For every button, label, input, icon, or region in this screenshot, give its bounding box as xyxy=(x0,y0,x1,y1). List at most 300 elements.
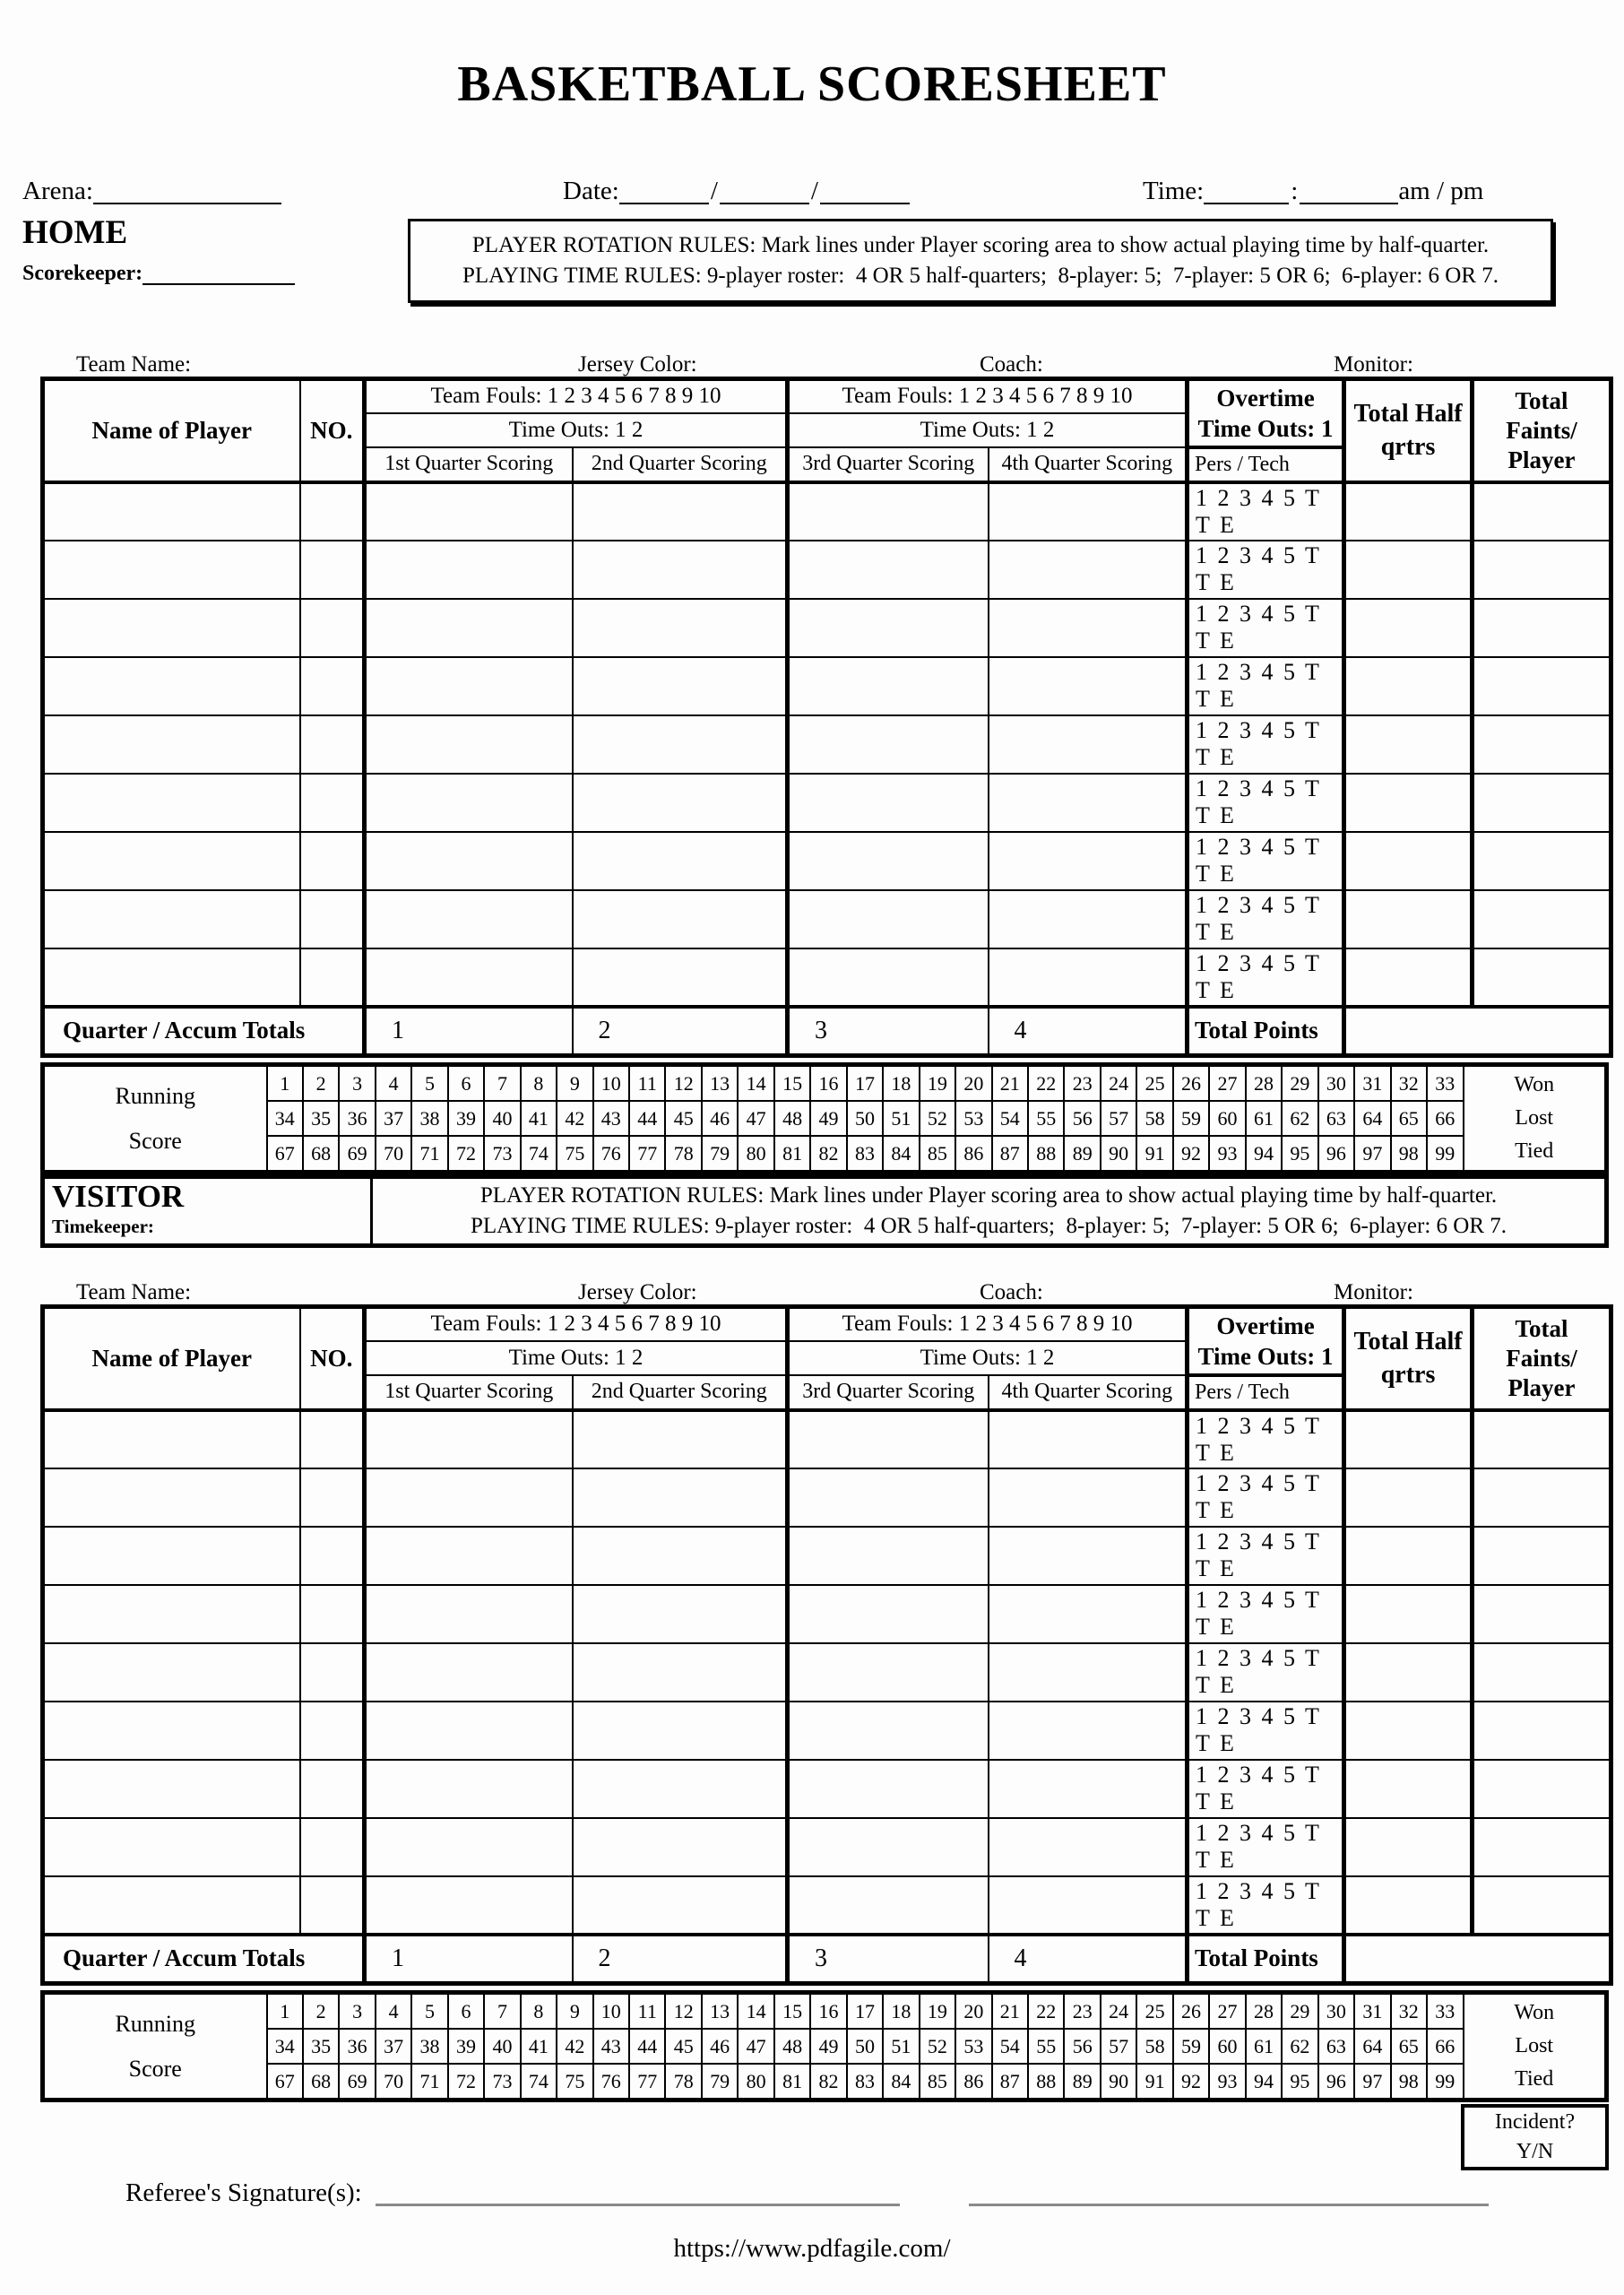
player-number-cell[interactable] xyxy=(300,1643,365,1702)
q3-scoring-cell[interactable] xyxy=(788,1468,989,1527)
player-number-cell[interactable] xyxy=(300,1468,365,1527)
player-number-cell[interactable] xyxy=(300,1410,365,1468)
running-score-cell[interactable]: 37 xyxy=(376,2029,411,2064)
personal-fouls-scale-cell[interactable]: 1 2 3 4 5 T T E xyxy=(1188,1410,1344,1468)
total-fouls-player-cell[interactable] xyxy=(1473,948,1611,1007)
player-name-cell[interactable] xyxy=(43,890,300,948)
total-half-qrtrs-cell[interactable] xyxy=(1344,948,1473,1007)
running-score-cell[interactable]: 9 xyxy=(557,1065,592,1102)
total-half-qrtrs-cell[interactable] xyxy=(1344,1818,1473,1876)
player-name-cell[interactable] xyxy=(43,599,300,657)
total-half-qrtrs-cell[interactable] xyxy=(1344,541,1473,599)
player-number-cell[interactable] xyxy=(300,832,365,890)
running-score-cell[interactable]: 59 xyxy=(1173,1101,1209,1136)
running-score-cell[interactable]: 24 xyxy=(1101,1993,1136,2030)
running-score-cell[interactable]: 27 xyxy=(1209,1993,1245,2030)
running-score-cell[interactable]: 86 xyxy=(955,1136,991,1173)
q3-scoring-cell[interactable] xyxy=(788,832,989,890)
q2-scoring-cell[interactable] xyxy=(573,541,788,599)
total-fouls-player-cell[interactable] xyxy=(1473,1410,1611,1468)
running-score-cell[interactable]: 39 xyxy=(448,2029,484,2064)
running-score-cell[interactable]: 66 xyxy=(1427,1101,1464,1136)
running-score-cell[interactable]: 2 xyxy=(303,1993,339,2030)
total-half-qrtrs-cell[interactable] xyxy=(1344,774,1473,832)
q1-scoring-cell[interactable] xyxy=(365,1585,573,1643)
player-number-cell[interactable] xyxy=(300,599,365,657)
running-score-cell[interactable]: 15 xyxy=(774,1065,810,1102)
running-score-cell[interactable]: 76 xyxy=(593,2064,629,2100)
arena-blank[interactable] xyxy=(93,176,281,204)
date-day-blank[interactable] xyxy=(720,176,809,204)
q3-scoring-cell[interactable] xyxy=(788,1643,989,1702)
q2-scoring-cell[interactable] xyxy=(573,482,788,541)
running-score-cell[interactable]: 31 xyxy=(1354,1993,1390,2030)
running-score-cell[interactable]: 9 xyxy=(557,1993,592,2030)
running-score-cell[interactable]: 89 xyxy=(1064,2064,1100,2100)
q2-scoring-cell[interactable] xyxy=(573,1760,788,1818)
q3-scoring-cell[interactable] xyxy=(788,774,989,832)
player-number-cell[interactable] xyxy=(300,1527,365,1585)
running-score-cell[interactable]: 98 xyxy=(1391,2064,1427,2100)
q1-scoring-cell[interactable] xyxy=(365,599,573,657)
running-score-cell[interactable]: 82 xyxy=(810,2064,846,2100)
q2-scoring-cell[interactable] xyxy=(573,715,788,774)
running-score-cell[interactable]: 84 xyxy=(883,1136,919,1173)
player-number-cell[interactable] xyxy=(300,482,365,541)
running-score-cell[interactable]: 71 xyxy=(411,2064,447,2100)
running-score-cell[interactable]: 83 xyxy=(847,2064,883,2100)
running-score-cell[interactable]: 95 xyxy=(1282,2064,1317,2100)
q2-scoring-cell[interactable] xyxy=(573,599,788,657)
q3-total-cell[interactable]: 3 xyxy=(788,1007,989,1056)
q4-scoring-cell[interactable] xyxy=(989,1468,1188,1527)
running-score-cell[interactable]: 25 xyxy=(1136,1065,1172,1102)
q2-total-cell[interactable]: 2 xyxy=(573,1007,788,1056)
personal-fouls-scale-cell[interactable]: 1 2 3 4 5 T T E xyxy=(1188,1876,1344,1935)
player-name-cell[interactable] xyxy=(43,1818,300,1876)
total-points-cell[interactable] xyxy=(1344,1935,1611,1984)
player-number-cell[interactable] xyxy=(300,948,365,1007)
personal-fouls-scale-cell[interactable]: 1 2 3 4 5 T T E xyxy=(1188,1585,1344,1643)
date-year-blank[interactable] xyxy=(820,176,910,204)
running-score-cell[interactable]: 8 xyxy=(521,1065,557,1102)
personal-fouls-scale-cell[interactable]: 1 2 3 4 5 T T E xyxy=(1188,599,1344,657)
running-score-cell[interactable]: 77 xyxy=(629,1136,665,1173)
total-half-qrtrs-cell[interactable] xyxy=(1344,890,1473,948)
running-score-cell[interactable]: 92 xyxy=(1173,2064,1209,2100)
personal-fouls-scale-cell[interactable]: 1 2 3 4 5 T T E xyxy=(1188,482,1344,541)
running-score-cell[interactable]: 64 xyxy=(1354,1101,1390,1136)
total-fouls-player-cell[interactable] xyxy=(1473,541,1611,599)
q1-scoring-cell[interactable] xyxy=(365,1702,573,1760)
running-score-cell[interactable]: 86 xyxy=(955,2064,991,2100)
running-score-cell[interactable]: 54 xyxy=(992,1101,1028,1136)
player-number-cell[interactable] xyxy=(300,1585,365,1643)
running-score-cell[interactable]: 94 xyxy=(1246,2064,1282,2100)
total-fouls-player-cell[interactable] xyxy=(1473,1876,1611,1935)
running-score-cell[interactable]: 33 xyxy=(1427,1993,1464,2030)
running-score-cell[interactable]: 61 xyxy=(1246,1101,1282,1136)
q3-scoring-cell[interactable] xyxy=(788,1818,989,1876)
player-name-cell[interactable] xyxy=(43,1760,300,1818)
q4-scoring-cell[interactable] xyxy=(989,832,1188,890)
player-name-cell[interactable] xyxy=(43,832,300,890)
running-score-cell[interactable]: 49 xyxy=(810,1101,846,1136)
q3-scoring-cell[interactable] xyxy=(788,715,989,774)
q3-scoring-cell[interactable] xyxy=(788,1410,989,1468)
running-score-cell[interactable]: 27 xyxy=(1209,1065,1245,1102)
q4-scoring-cell[interactable] xyxy=(989,715,1188,774)
q2-scoring-cell[interactable] xyxy=(573,890,788,948)
personal-fouls-scale-cell[interactable]: 1 2 3 4 5 T T E xyxy=(1188,1468,1344,1527)
total-half-qrtrs-cell[interactable] xyxy=(1344,715,1473,774)
q3-scoring-cell[interactable] xyxy=(788,482,989,541)
running-score-cell[interactable]: 93 xyxy=(1209,2064,1245,2100)
running-score-cell[interactable]: 40 xyxy=(484,1101,520,1136)
q3-scoring-cell[interactable] xyxy=(788,1585,989,1643)
running-score-cell[interactable]: 67 xyxy=(267,1136,303,1173)
running-score-cell[interactable]: 6 xyxy=(448,1993,484,2030)
running-score-cell[interactable]: 91 xyxy=(1136,1136,1172,1173)
total-half-qrtrs-cell[interactable] xyxy=(1344,1468,1473,1527)
player-number-cell[interactable] xyxy=(300,1760,365,1818)
running-score-cell[interactable]: 87 xyxy=(992,1136,1028,1173)
total-fouls-player-cell[interactable] xyxy=(1473,482,1611,541)
running-score-cell[interactable]: 60 xyxy=(1209,2029,1245,2064)
running-score-cell[interactable]: 6 xyxy=(448,1065,484,1102)
running-score-cell[interactable]: 38 xyxy=(411,1101,447,1136)
running-score-cell[interactable]: 14 xyxy=(738,1065,773,1102)
q4-scoring-cell[interactable] xyxy=(989,1585,1188,1643)
total-fouls-player-cell[interactable] xyxy=(1473,1760,1611,1818)
q4-scoring-cell[interactable] xyxy=(989,1527,1188,1585)
running-score-cell[interactable]: 52 xyxy=(920,1101,955,1136)
running-score-cell[interactable]: 79 xyxy=(702,1136,738,1173)
q1-scoring-cell[interactable] xyxy=(365,657,573,715)
running-score-cell[interactable]: 14 xyxy=(738,1993,773,2030)
personal-fouls-scale-cell[interactable]: 1 2 3 4 5 T T E xyxy=(1188,1527,1344,1585)
running-score-cell[interactable]: 75 xyxy=(557,2064,592,2100)
game-result-option[interactable]: Won xyxy=(1514,1073,1555,1096)
personal-fouls-scale-cell[interactable]: 1 2 3 4 5 T T E xyxy=(1188,832,1344,890)
q4-scoring-cell[interactable] xyxy=(989,599,1188,657)
running-score-cell[interactable]: 58 xyxy=(1136,2029,1172,2064)
player-name-cell[interactable] xyxy=(43,657,300,715)
total-fouls-player-cell[interactable] xyxy=(1473,599,1611,657)
player-number-cell[interactable] xyxy=(300,541,365,599)
player-name-cell[interactable] xyxy=(43,774,300,832)
running-score-cell[interactable]: 38 xyxy=(411,2029,447,2064)
q3-scoring-cell[interactable] xyxy=(788,599,989,657)
personal-fouls-scale-cell[interactable]: 1 2 3 4 5 T T E xyxy=(1188,541,1344,599)
running-score-cell[interactable]: 90 xyxy=(1101,2064,1136,2100)
q3-scoring-cell[interactable] xyxy=(788,890,989,948)
running-score-cell[interactable]: 95 xyxy=(1282,1136,1317,1173)
player-number-cell[interactable] xyxy=(300,1818,365,1876)
q3-scoring-cell[interactable] xyxy=(788,541,989,599)
player-number-cell[interactable] xyxy=(300,657,365,715)
q3-scoring-cell[interactable] xyxy=(788,1527,989,1585)
running-score-cell[interactable]: 80 xyxy=(738,2064,773,2100)
q1-scoring-cell[interactable] xyxy=(365,482,573,541)
running-score-cell[interactable]: 46 xyxy=(702,2029,738,2064)
player-name-cell[interactable] xyxy=(43,1585,300,1643)
running-score-cell[interactable]: 22 xyxy=(1028,1065,1064,1102)
q4-scoring-cell[interactable] xyxy=(989,1702,1188,1760)
q3-scoring-cell[interactable] xyxy=(788,657,989,715)
running-score-cell[interactable]: 51 xyxy=(883,2029,919,2064)
q2-scoring-cell[interactable] xyxy=(573,1410,788,1468)
total-fouls-player-cell[interactable] xyxy=(1473,715,1611,774)
running-score-cell[interactable]: 73 xyxy=(484,2064,520,2100)
running-score-cell[interactable]: 85 xyxy=(920,1136,955,1173)
running-score-cell[interactable]: 65 xyxy=(1391,1101,1427,1136)
running-score-cell[interactable]: 42 xyxy=(557,1101,592,1136)
player-name-cell[interactable] xyxy=(43,1702,300,1760)
q2-scoring-cell[interactable] xyxy=(573,948,788,1007)
q1-scoring-cell[interactable] xyxy=(365,541,573,599)
running-score-cell[interactable]: 44 xyxy=(629,1101,665,1136)
q2-scoring-cell[interactable] xyxy=(573,1876,788,1935)
running-score-cell[interactable]: 60 xyxy=(1209,1101,1245,1136)
running-score-cell[interactable]: 82 xyxy=(810,1136,846,1173)
personal-fouls-scale-cell[interactable]: 1 2 3 4 5 T T E xyxy=(1188,1818,1344,1876)
running-score-cell[interactable]: 43 xyxy=(593,2029,629,2064)
running-score-cell[interactable]: 32 xyxy=(1391,1065,1427,1102)
running-score-cell[interactable]: 13 xyxy=(702,1065,738,1102)
running-score-cell[interactable]: 88 xyxy=(1028,1136,1064,1173)
running-score-cell[interactable]: 84 xyxy=(883,2064,919,2100)
q4-scoring-cell[interactable] xyxy=(989,1876,1188,1935)
q4-scoring-cell[interactable] xyxy=(989,657,1188,715)
q4-scoring-cell[interactable] xyxy=(989,1643,1188,1702)
running-score-cell[interactable]: 29 xyxy=(1282,1993,1317,2030)
total-points-cell[interactable] xyxy=(1344,1007,1611,1056)
q4-scoring-cell[interactable] xyxy=(989,541,1188,599)
running-score-cell[interactable]: 62 xyxy=(1282,1101,1317,1136)
player-name-cell[interactable] xyxy=(43,1410,300,1468)
running-score-cell[interactable]: 67 xyxy=(267,2064,303,2100)
q2-scoring-cell[interactable] xyxy=(573,774,788,832)
running-score-cell[interactable]: 34 xyxy=(267,2029,303,2064)
running-score-cell[interactable]: 18 xyxy=(883,1065,919,1102)
running-score-cell[interactable]: 17 xyxy=(847,1065,883,1102)
player-name-cell[interactable] xyxy=(43,1468,300,1527)
running-score-cell[interactable]: 78 xyxy=(665,1136,701,1173)
personal-fouls-scale-cell[interactable]: 1 2 3 4 5 T T E xyxy=(1188,774,1344,832)
player-name-cell[interactable] xyxy=(43,715,300,774)
running-score-cell[interactable]: 61 xyxy=(1246,2029,1282,2064)
running-score-cell[interactable]: 70 xyxy=(376,1136,411,1173)
running-score-cell[interactable]: 40 xyxy=(484,2029,520,2064)
running-score-cell[interactable]: 11 xyxy=(629,1993,665,2030)
running-score-cell[interactable]: 99 xyxy=(1427,1136,1464,1173)
running-score-cell[interactable]: 92 xyxy=(1173,1136,1209,1173)
total-fouls-player-cell[interactable] xyxy=(1473,657,1611,715)
running-score-cell[interactable]: 70 xyxy=(376,2064,411,2100)
running-score-cell[interactable]: 29 xyxy=(1282,1065,1317,1102)
running-score-cell[interactable]: 2 xyxy=(303,1065,339,1102)
personal-fouls-scale-cell[interactable]: 1 2 3 4 5 T T E xyxy=(1188,1702,1344,1760)
running-score-cell[interactable]: 54 xyxy=(992,2029,1028,2064)
total-half-qrtrs-cell[interactable] xyxy=(1344,1527,1473,1585)
running-score-cell[interactable]: 85 xyxy=(920,2064,955,2100)
q1-scoring-cell[interactable] xyxy=(365,1468,573,1527)
running-score-cell[interactable]: 36 xyxy=(339,1101,375,1136)
running-score-cell[interactable]: 78 xyxy=(665,2064,701,2100)
player-number-cell[interactable] xyxy=(300,890,365,948)
running-score-cell[interactable]: 21 xyxy=(992,1993,1028,2030)
personal-fouls-scale-cell[interactable]: 1 2 3 4 5 T T E xyxy=(1188,657,1344,715)
q1-scoring-cell[interactable] xyxy=(365,1643,573,1702)
q1-scoring-cell[interactable] xyxy=(365,774,573,832)
running-score-cell[interactable]: 98 xyxy=(1391,1136,1427,1173)
running-score-cell[interactable]: 90 xyxy=(1101,1136,1136,1173)
running-score-cell[interactable]: 57 xyxy=(1101,2029,1136,2064)
running-score-cell[interactable]: 76 xyxy=(593,1136,629,1173)
player-name-cell[interactable] xyxy=(43,1643,300,1702)
game-result-option[interactable]: Tied xyxy=(1515,1139,1554,1163)
running-score-cell[interactable]: 66 xyxy=(1427,2029,1464,2064)
q4-scoring-cell[interactable] xyxy=(989,1410,1188,1468)
running-score-cell[interactable]: 65 xyxy=(1391,2029,1427,2064)
running-score-cell[interactable]: 41 xyxy=(521,2029,557,2064)
running-score-cell[interactable]: 52 xyxy=(920,2029,955,2064)
running-score-cell[interactable]: 74 xyxy=(521,1136,557,1173)
q4-scoring-cell[interactable] xyxy=(989,890,1188,948)
total-half-qrtrs-cell[interactable] xyxy=(1344,1585,1473,1643)
running-score-cell[interactable]: 8 xyxy=(521,1993,557,2030)
running-score-cell[interactable]: 79 xyxy=(702,2064,738,2100)
q1-scoring-cell[interactable] xyxy=(365,1876,573,1935)
running-score-cell[interactable]: 12 xyxy=(665,1065,701,1102)
player-name-cell[interactable] xyxy=(43,482,300,541)
time-hour-blank[interactable] xyxy=(1204,176,1289,204)
q2-scoring-cell[interactable] xyxy=(573,1643,788,1702)
running-score-cell[interactable]: 50 xyxy=(847,2029,883,2064)
personal-fouls-scale-cell[interactable]: 1 2 3 4 5 T T E xyxy=(1188,890,1344,948)
player-number-cell[interactable] xyxy=(300,774,365,832)
running-score-cell[interactable]: 45 xyxy=(665,2029,701,2064)
running-score-cell[interactable]: 69 xyxy=(339,1136,375,1173)
running-score-cell[interactable]: 1 xyxy=(267,1993,303,2030)
running-score-cell[interactable]: 73 xyxy=(484,1136,520,1173)
running-score-cell[interactable]: 56 xyxy=(1064,1101,1100,1136)
total-half-qrtrs-cell[interactable] xyxy=(1344,832,1473,890)
q3-scoring-cell[interactable] xyxy=(788,1760,989,1818)
running-score-cell[interactable]: 3 xyxy=(339,1065,375,1102)
q1-scoring-cell[interactable] xyxy=(365,832,573,890)
scorekeeper-blank[interactable] xyxy=(143,262,295,285)
running-score-cell[interactable]: 32 xyxy=(1391,1993,1427,2030)
q4-total-cell[interactable]: 4 xyxy=(989,1007,1188,1056)
q1-scoring-cell[interactable] xyxy=(365,715,573,774)
running-score-cell[interactable]: 5 xyxy=(411,1065,447,1102)
running-score-cell[interactable]: 39 xyxy=(448,1101,484,1136)
running-score-cell[interactable]: 72 xyxy=(448,1136,484,1173)
running-score-cell[interactable]: 47 xyxy=(738,2029,773,2064)
running-score-cell[interactable]: 55 xyxy=(1028,2029,1064,2064)
q1-scoring-cell[interactable] xyxy=(365,1818,573,1876)
running-score-cell[interactable]: 13 xyxy=(702,1993,738,2030)
running-score-cell[interactable]: 28 xyxy=(1246,1993,1282,2030)
total-fouls-player-cell[interactable] xyxy=(1473,1585,1611,1643)
running-score-cell[interactable]: 89 xyxy=(1064,1136,1100,1173)
running-score-cell[interactable]: 46 xyxy=(702,1101,738,1136)
running-score-cell[interactable]: 68 xyxy=(303,2064,339,2100)
q3-scoring-cell[interactable] xyxy=(788,948,989,1007)
q2-scoring-cell[interactable] xyxy=(573,1527,788,1585)
running-score-cell[interactable]: 42 xyxy=(557,2029,592,2064)
running-score-cell[interactable]: 47 xyxy=(738,1101,773,1136)
running-score-cell[interactable]: 83 xyxy=(847,1136,883,1173)
running-score-cell[interactable]: 10 xyxy=(593,1065,629,1102)
q3-scoring-cell[interactable] xyxy=(788,1876,989,1935)
q4-total-cell[interactable]: 4 xyxy=(989,1935,1188,1984)
total-fouls-player-cell[interactable] xyxy=(1473,1468,1611,1527)
running-score-cell[interactable]: 48 xyxy=(774,1101,810,1136)
running-score-cell[interactable]: 30 xyxy=(1318,1993,1354,2030)
total-half-qrtrs-cell[interactable] xyxy=(1344,482,1473,541)
q1-scoring-cell[interactable] xyxy=(365,890,573,948)
total-fouls-player-cell[interactable] xyxy=(1473,832,1611,890)
running-score-cell[interactable]: 53 xyxy=(955,2029,991,2064)
total-half-qrtrs-cell[interactable] xyxy=(1344,1410,1473,1468)
total-half-qrtrs-cell[interactable] xyxy=(1344,1760,1473,1818)
total-fouls-player-cell[interactable] xyxy=(1473,1702,1611,1760)
running-score-cell[interactable]: 62 xyxy=(1282,2029,1317,2064)
running-score-cell[interactable]: 21 xyxy=(992,1065,1028,1102)
q1-total-cell[interactable]: 1 xyxy=(365,1935,573,1984)
running-score-cell[interactable]: 23 xyxy=(1064,1993,1100,2030)
running-score-cell[interactable]: 12 xyxy=(665,1993,701,2030)
q1-total-cell[interactable]: 1 xyxy=(365,1007,573,1056)
running-score-cell[interactable]: 48 xyxy=(774,2029,810,2064)
running-score-cell[interactable]: 50 xyxy=(847,1101,883,1136)
game-result-option[interactable]: Lost xyxy=(1515,1106,1554,1130)
q1-scoring-cell[interactable] xyxy=(365,1410,573,1468)
running-score-cell[interactable]: 64 xyxy=(1354,2029,1390,2064)
running-score-cell[interactable]: 63 xyxy=(1318,1101,1354,1136)
running-score-cell[interactable]: 31 xyxy=(1354,1065,1390,1102)
q1-scoring-cell[interactable] xyxy=(365,1527,573,1585)
total-half-qrtrs-cell[interactable] xyxy=(1344,599,1473,657)
running-score-cell[interactable]: 77 xyxy=(629,2064,665,2100)
running-score-cell[interactable]: 24 xyxy=(1101,1065,1136,1102)
running-score-cell[interactable]: 4 xyxy=(376,1993,411,2030)
running-score-cell[interactable]: 33 xyxy=(1427,1065,1464,1102)
running-score-cell[interactable]: 45 xyxy=(665,1101,701,1136)
total-half-qrtrs-cell[interactable] xyxy=(1344,657,1473,715)
running-score-cell[interactable]: 26 xyxy=(1173,1993,1209,2030)
total-fouls-player-cell[interactable] xyxy=(1473,890,1611,948)
player-name-cell[interactable] xyxy=(43,1876,300,1935)
game-result-option[interactable]: Won xyxy=(1514,2001,1555,2024)
running-score-cell[interactable]: 34 xyxy=(267,1101,303,1136)
q4-scoring-cell[interactable] xyxy=(989,1818,1188,1876)
running-score-cell[interactable]: 11 xyxy=(629,1065,665,1102)
running-score-cell[interactable]: 55 xyxy=(1028,1101,1064,1136)
running-score-cell[interactable]: 23 xyxy=(1064,1065,1100,1102)
running-score-cell[interactable]: 51 xyxy=(883,1101,919,1136)
running-score-cell[interactable]: 74 xyxy=(521,2064,557,2100)
date-month-blank[interactable] xyxy=(619,176,709,204)
q3-total-cell[interactable]: 3 xyxy=(788,1935,989,1984)
running-score-cell[interactable]: 25 xyxy=(1136,1993,1172,2030)
total-fouls-player-cell[interactable] xyxy=(1473,774,1611,832)
running-score-cell[interactable]: 16 xyxy=(810,1993,846,2030)
incident-yn-choice[interactable]: Y/N xyxy=(1516,2140,1554,2163)
